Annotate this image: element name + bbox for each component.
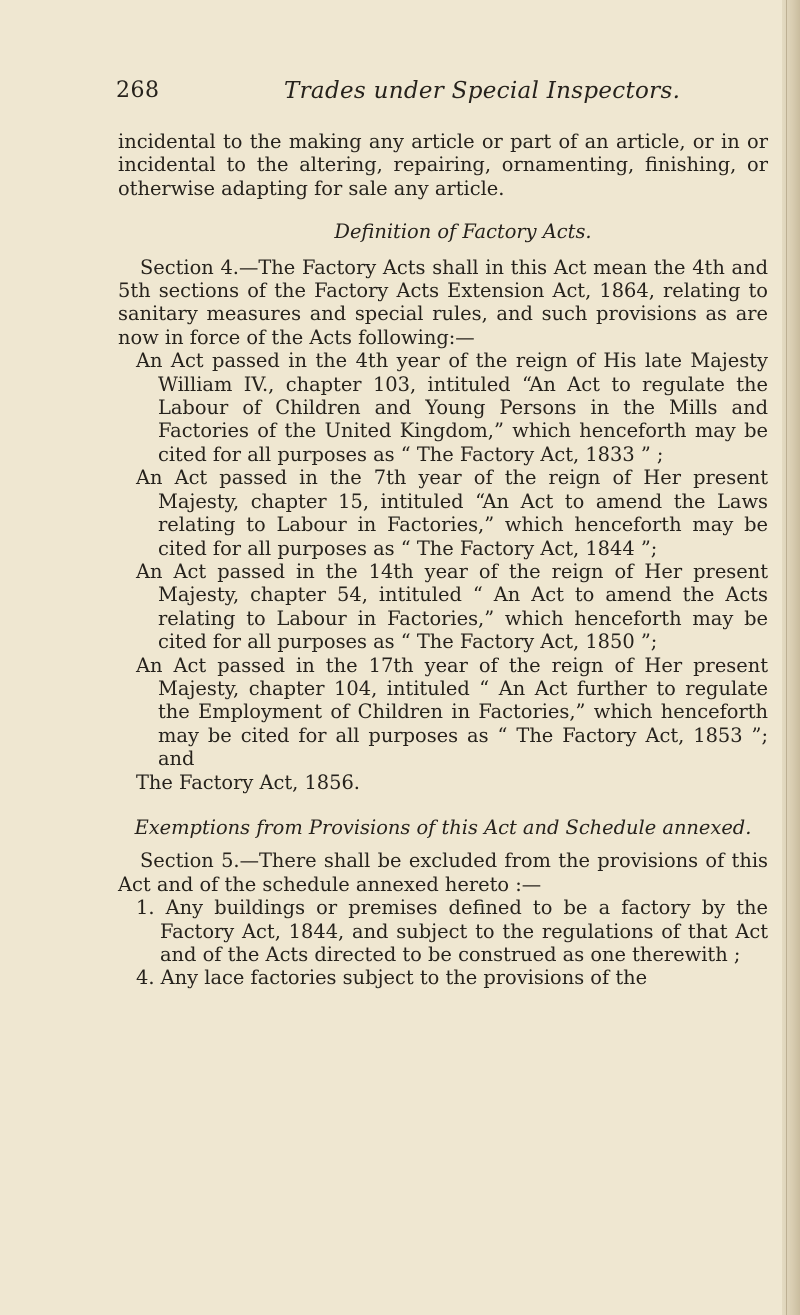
section-4-paragraph: Section 4.—The Factory Acts shall in this Act mean the 4th and 5th sections of the Factory Acts Extension Act, 1864, relating to sanitary measures and special rules, and such provisions as are now in force of the Acts following:— xyxy=(118,255,768,349)
page-content xyxy=(118,78,768,990)
section-heading-definition: Definition of Factory Acts. xyxy=(334,220,592,244)
exemption-item: 4. Any lace factories subject to the provisions of the xyxy=(136,966,648,990)
exemption-item: 1. Any buildings or premises defined to be a factory by the Factory Act, 1844, and subject to the regulations of that Act and of the Acts directed to be construed as one therewith ; xyxy=(136,896,768,966)
running-title: Trades under Special Inspectors. xyxy=(284,78,681,104)
act-item-last: The Factory Act, 1856. xyxy=(136,770,360,794)
page-edge xyxy=(782,0,800,1315)
section-5-paragraph: Section 5.—There shall be excluded from the provisions of this Act and of the schedule annexed hereto :— xyxy=(118,849,768,896)
running-head xyxy=(118,78,768,118)
page-number: 268 xyxy=(116,78,160,103)
act-item: An Act passed in the 7th year of the reign of Her present Majesty, chapter 15, intituled “An Act to amend the Laws relating to Labour in Factories,” which henceforth may be cited for all purposes as “ The Factory Act, 1844 ”; xyxy=(136,466,768,560)
act-item: An Act passed in the 4th year of the reign of His late Majesty William IV., chapter 103, intituled “An Act to regulate the Labour of Children and Young Persons in the Mills and Factories of the United Kingdom,” which henceforth may be cited for all purposes as “ The Factory Act, 1833 ” ; xyxy=(136,349,768,466)
act-item: An Act passed in the 14th year of the reign of Her present Majesty, chapter 54, intituled “ An Act to amend the Acts relating to Labour in Factories,” which henceforth may be cited for all purposes as “ The Factory Act, 1850 ”; xyxy=(136,559,768,654)
act-item: An Act passed in the 17th year of the reign of Her present Majesty, chapter 104, intituled “ An Act further to regulate the Employment of Children in Factories,” which henceforth may be cited for all purposes as “ The Factory Act, 1853 ”; and xyxy=(136,653,768,771)
section-heading-exemptions: Exemptions from Provisions of this Act and Schedule annexed. xyxy=(134,815,752,839)
opening-paragraph: incidental to the making any article or part of an article, or in or incidental to the altering, repairing, ornamenting, finishing, or otherwise adapting for sale any article. xyxy=(118,130,768,200)
